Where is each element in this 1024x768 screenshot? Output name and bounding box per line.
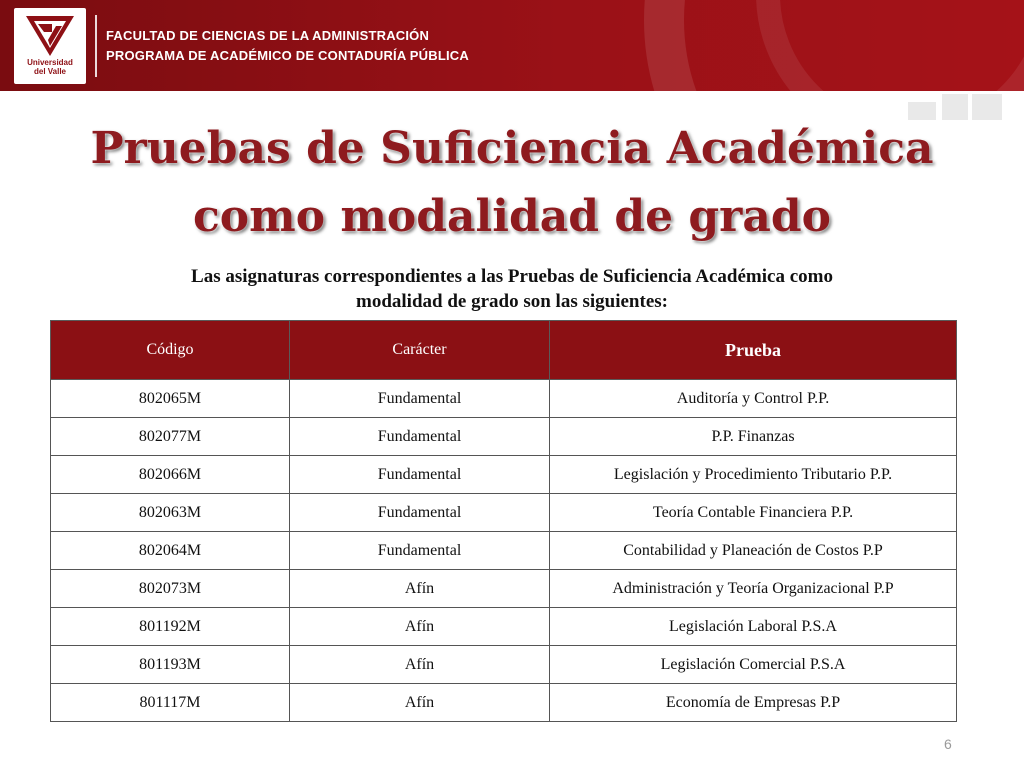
subjects-table <box>50 320 957 722</box>
table-row <box>51 418 957 456</box>
cell-prueba: Administración y Teoría Organizacional P.P <box>550 570 957 608</box>
cell-prueba: Teoría Contable Financiera P.P. <box>550 494 957 532</box>
table-row <box>51 494 957 532</box>
cell-caracter: Fundamental <box>290 380 550 418</box>
cell-codigo: 801117M <box>51 684 290 722</box>
cell-caracter: Afín <box>290 608 550 646</box>
table-row <box>51 532 957 570</box>
intro-text-line2: modalidad de grado son las siguientes: <box>356 291 668 312</box>
cell-caracter: Fundamental <box>290 532 550 570</box>
university-emblem-icon <box>22 12 78 58</box>
cell-codigo: 802073M <box>51 570 290 608</box>
table-row <box>51 646 957 684</box>
cell-caracter: Fundamental <box>290 494 550 532</box>
logo-text-line2: del Valle <box>33 67 67 76</box>
cell-caracter: Fundamental <box>290 418 550 456</box>
header-band <box>0 0 1024 91</box>
table-row <box>51 608 957 646</box>
table-header-row <box>51 321 957 380</box>
slide-title-line2: como modalidad de grado <box>193 191 831 242</box>
cell-prueba: P.P. Finanzas <box>550 418 957 456</box>
decorative-block <box>908 102 936 120</box>
cell-prueba: Legislación Laboral P.S.A <box>550 608 957 646</box>
page-number: 6 <box>944 736 952 752</box>
column-header-caracter: Carácter <box>290 321 550 380</box>
university-logo <box>14 8 86 84</box>
cell-prueba: Legislación Comercial P.S.A <box>550 646 957 684</box>
program-name: PROGRAMA DE ACADÉMICO DE CONTADURÍA PÚBLICA <box>106 48 469 63</box>
cell-caracter: Afín <box>290 570 550 608</box>
table-row <box>51 684 957 722</box>
cell-codigo: 801193M <box>51 646 290 684</box>
cell-codigo: 802077M <box>51 418 290 456</box>
cell-codigo: 801192M <box>51 608 290 646</box>
cell-prueba: Auditoría y Control P.P. <box>550 380 957 418</box>
cell-prueba: Economía de Empresas P.P <box>550 684 957 722</box>
faculty-name: FACULTAD DE CIENCIAS DE LA ADMINISTRACIÓN <box>106 28 430 43</box>
header-divider <box>95 15 97 77</box>
cell-caracter: Afín <box>290 684 550 722</box>
cell-codigo: 802066M <box>51 456 290 494</box>
table-row <box>51 570 957 608</box>
header-swirl-decoration <box>756 0 1024 91</box>
slide-title-line1: Pruebas de Suficiencia Académica <box>90 123 934 174</box>
intro-text-line1: Las asignaturas correspondientes a las Pruebas de Suficiencia Académica como <box>191 266 833 287</box>
table-row <box>51 456 957 494</box>
cell-codigo: 802063M <box>51 494 290 532</box>
cell-prueba: Legislación y Procedimiento Tributario P.P. <box>550 456 957 494</box>
logo-text-line1: Universidad <box>27 58 73 67</box>
table-row <box>51 380 957 418</box>
decorative-block <box>942 94 968 120</box>
cell-codigo: 802065M <box>51 380 290 418</box>
cell-caracter: Afín <box>290 646 550 684</box>
decorative-block <box>972 94 1002 120</box>
column-header-codigo: Código <box>51 321 290 380</box>
cell-prueba: Contabilidad y Planeación de Costos P.P <box>550 532 957 570</box>
column-header-prueba: Prueba <box>550 321 957 380</box>
cell-caracter: Fundamental <box>290 456 550 494</box>
cell-codigo: 802064M <box>51 532 290 570</box>
